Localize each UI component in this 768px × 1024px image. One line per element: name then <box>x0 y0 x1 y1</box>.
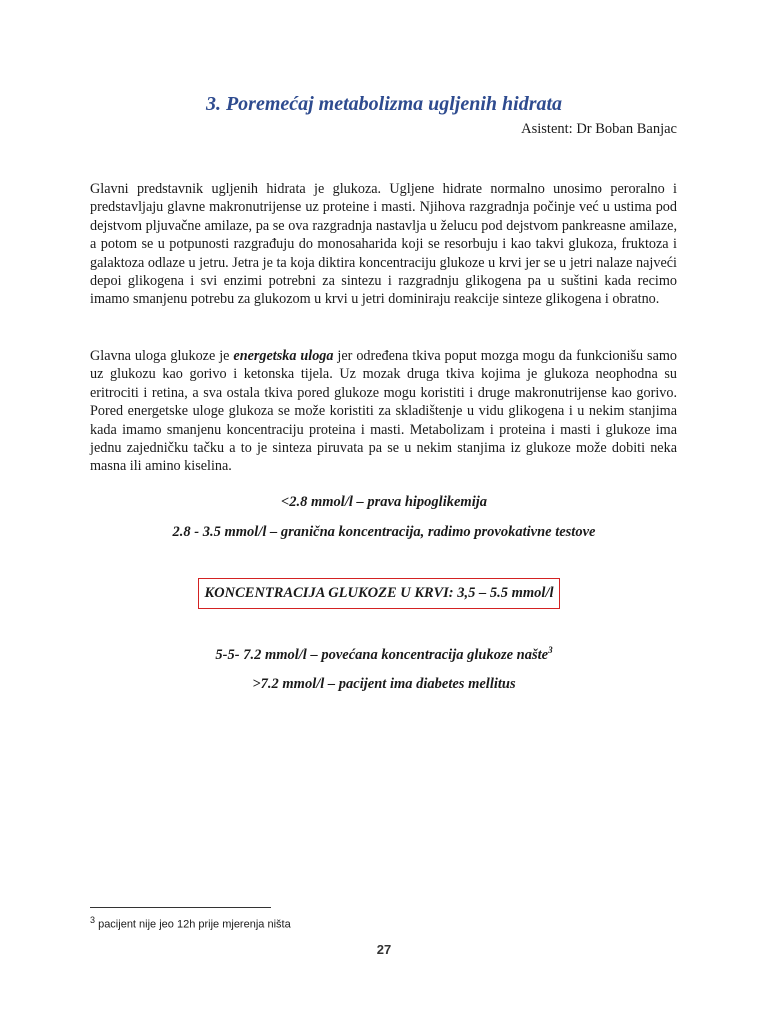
normal-range-text: KONCENTRACIJA GLUKOZE U KRVI: 3,5 – 5.5 mmol/l <box>204 585 554 601</box>
paragraph-role-emphasis: energetska uloga <box>233 348 334 364</box>
footnote-reference[interactable]: 3 <box>548 645 553 655</box>
footnote-text: pacijent nije jeo 12h prije mjerenja ništa <box>95 918 291 931</box>
paragraph-role-start: Glavna uloga glukoze je <box>90 348 234 364</box>
paragraph-role <box>90 347 677 476</box>
author-line: Asistent: Dr Boban Banjac <box>521 121 677 137</box>
page-number: 27 <box>376 942 392 957</box>
normal-range-box <box>198 578 560 609</box>
footnote <box>90 915 291 931</box>
range-elevated <box>0 645 768 664</box>
range-borderline: 2.8 - 3.5 mmol/l – granična koncentracija, radimo provokativne testove <box>172 524 596 540</box>
paragraph-intro: Glavni predstavnik ugljenih hidrata je glukoza. Ugljene hidrate normalno unosimo peroralno i predstavljaju glavne makronutrijense uz proteine i masti. Njihova razgradnja počinje već u ustima pod dejstvom pljuvačne amilaze, pa se ova razgradnja nastavlja u želucu pod dejstvom pankreasne amilaze, a potom se u potpunosti razgrađuju do monosaharida koji se resorbuju i kao takvi glukoza, fruktoza i galaktoza odlaze u jetru. Jetra je ta koja diktira koncentraciju glukoze u krvi jer se u jetri nalaze najveći depoi glikogena i svi enzimi potrebni za sintezu i razgradnju glikogena pa u suštini kada recimo imamo smanjenu potrebu za glukozom u krvi u jetri dominiraju reakcije sinteze glikogena i obratno. <box>90 181 677 308</box>
footnote-divider <box>90 907 271 908</box>
footnote-marker: 3 <box>90 915 96 925</box>
range-diabetes: >7.2 mmol/l – pacijent ima diabetes mellitus <box>252 676 516 692</box>
paragraph-role-rest: jer određena tkiva poput mozga mogu da funkcionišu samo uz glukozu kao gorivo i ketonska tijela. Uz mozak druga tkiva kojima je glukoza neophodna su eritrociti i retina, a sva ostala tkiva pored glukoze mogu koristiti i druge makronutrijense kao gorivo. Pored energetske uloge glukoza se može koristiti za skladištenje u vidu glikogena i u nekim stanjima kada imamo smanjenu koncentraciju proteina i masti. Metabolizam i proteina i masti i glukoze ima jednu zajedničku tačku a to je sinteza piruvata pa se u nekim stanjima iz glukoze može dobiti neka masna ili amino kiselina. <box>90 348 678 475</box>
page-title: 3. Poremećaj metabolizma ugljenih hidrata <box>205 93 563 115</box>
range-elevated-text: 5-5- 7.2 mmol/l – povećana koncentracija glukoze našte <box>215 646 549 663</box>
range-hypoglycemia: <2.8 mmol/l – prava hipoglikemija <box>280 494 488 510</box>
